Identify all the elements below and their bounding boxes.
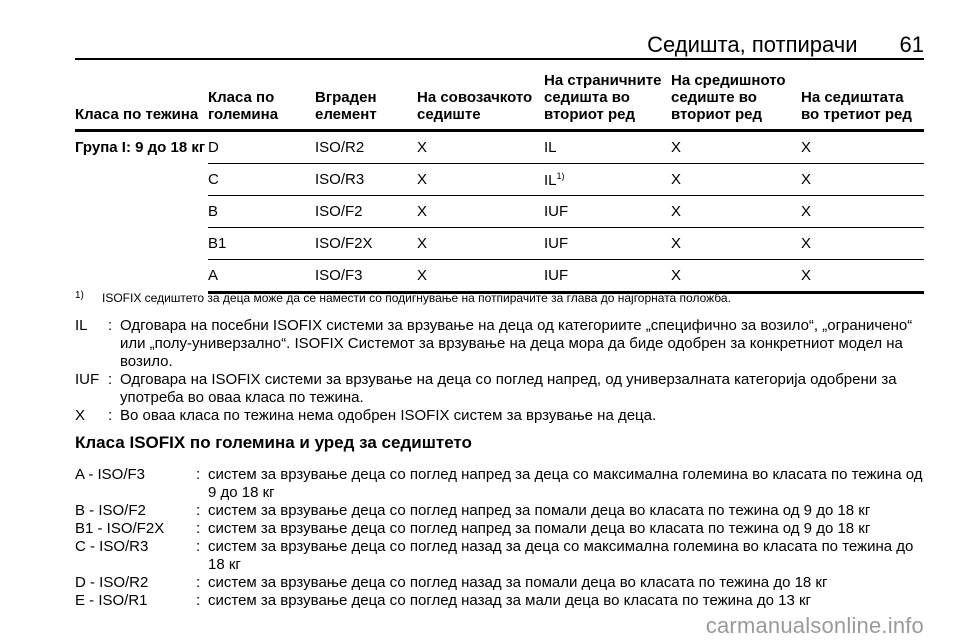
- size-class-colon: :: [196, 592, 201, 609]
- fixture-cell: ISO/F2X: [315, 228, 417, 260]
- front-seat-cell: X: [417, 260, 544, 293]
- size-class-item: [75, 592, 924, 610]
- table-header-row: [75, 72, 924, 131]
- legend-colon: :: [108, 407, 113, 424]
- group-label: Група I: 9 до 18 кг: [75, 139, 206, 156]
- outer-seat-cell: IL: [544, 131, 671, 164]
- third-row-cell: X: [801, 260, 924, 293]
- legend-colon: :: [108, 371, 113, 388]
- third-row-cell: X: [801, 164, 924, 196]
- legend-term: X: [75, 407, 86, 424]
- footnote-text: ISOFIX седиштето за деца може да се намести со подигнување на потпирачите за глава до најгорната положба.: [102, 291, 731, 305]
- front-seat-cell: X: [417, 131, 544, 164]
- size-class-colon: :: [196, 520, 201, 537]
- size-class-colon: :: [196, 538, 201, 555]
- size-class-term: B - ISO/F2: [75, 502, 146, 519]
- fixture-cell: ISO/F2: [315, 196, 417, 228]
- size-class-item: [75, 538, 924, 574]
- col-header-weight-class: Класа по тежина: [75, 72, 208, 131]
- section-heading: Класа ISOFIX по големина и уред за седиштето: [75, 433, 472, 452]
- front-seat-cell: X: [417, 228, 544, 260]
- middle-seat-cell: X: [671, 131, 801, 164]
- size-class-text: систем за врзување деца со поглед назад за помали деца во класата по тежина до 18 кг: [208, 574, 828, 591]
- size-class-cell: C: [208, 164, 315, 196]
- size-class-term: A - ISO/F3: [75, 466, 146, 483]
- footnote-mark: 1): [75, 290, 84, 301]
- legend-item: [75, 407, 924, 425]
- legend-text: Одговара на ISOFIX системи за врзување на деца со поглед напред, од универзалната категорија одобрени за употреба во оваа класа по тежина.: [120, 371, 897, 406]
- legend-term: IL: [75, 317, 88, 334]
- size-class-text: систем за врзување деца со поглед напред за помали деца во класата по тежина од 9 до 18 кг: [208, 502, 871, 519]
- front-seat-cell: X: [417, 164, 544, 196]
- page-title: Седишта, потпирачи: [647, 32, 858, 57]
- size-class-item: [75, 466, 924, 502]
- outer-seat-cell: IUF: [544, 260, 671, 293]
- col-header-fixture: Вграден елемент: [315, 72, 417, 131]
- outer-seat-cell: IL$^{1)}$: [544, 164, 671, 196]
- footnote-ref: 1): [556, 170, 565, 181]
- size-class-text: систем за врзување деца со поглед напред за помали деца во класата по тежина од 9 до 18 кг: [208, 520, 871, 537]
- watermark: carmanualsonline.info: [705, 613, 924, 638]
- middle-seat-cell: X: [671, 228, 801, 260]
- page-header: [75, 30, 924, 60]
- col-header-second-row-middle: На средишното седиште во вториот ред: [671, 72, 801, 131]
- size-class-cell: B: [208, 196, 315, 228]
- middle-seat-cell: X: [671, 196, 801, 228]
- size-class-item: [75, 502, 924, 520]
- page-number: 61: [899, 32, 924, 57]
- middle-seat-cell: X: [671, 260, 801, 293]
- fixture-cell: ISO/R3: [315, 164, 417, 196]
- size-class-cell: B1: [208, 228, 315, 260]
- size-class-list: [75, 466, 924, 610]
- size-class-term: D - ISO/R2: [75, 574, 149, 591]
- outer-seat-cell: IUF: [544, 196, 671, 228]
- legend-text: Во оваа класа по тежина нема одобрен ISOFIX систем за врзување на деца.: [120, 407, 657, 424]
- fixture-cell: ISO/F3: [315, 260, 417, 293]
- middle-seat-cell: X: [671, 164, 801, 196]
- isofix-table: [75, 72, 924, 294]
- size-class-text: систем за врзување деца со поглед назад за деца со максимална големина во класата по тежина до 18 кг: [208, 538, 914, 573]
- size-class-item: [75, 574, 924, 592]
- size-class-term: E - ISO/R1: [75, 592, 148, 609]
- abbreviation-legend: [75, 317, 924, 425]
- table-row: [75, 131, 924, 164]
- legend-item: [75, 317, 924, 371]
- size-class-text: систем за врзување деца со поглед назад за мали деца во класата по тежина до 13 кг: [208, 592, 812, 609]
- col-header-second-row-outer: На страничните седишта во вториот ред: [544, 72, 671, 131]
- header-divider: [75, 58, 924, 60]
- size-class-colon: :: [196, 466, 201, 483]
- size-class-colon: :: [196, 502, 201, 519]
- size-class-cell: A: [208, 260, 315, 293]
- fixture-cell: ISO/R2: [315, 131, 417, 164]
- col-header-front-passenger: На совозачкото седиште: [417, 72, 544, 131]
- size-class-cell: D: [208, 131, 315, 164]
- size-class-item: [75, 520, 924, 538]
- table-footnote: [75, 290, 924, 305]
- legend-item: [75, 371, 924, 407]
- size-class-term: B1 - ISO/F2X: [75, 520, 165, 537]
- legend-term: IUF: [75, 371, 100, 388]
- col-header-size-class: Класа по големина: [208, 72, 315, 131]
- third-row-cell: X: [801, 196, 924, 228]
- size-class-colon: :: [196, 574, 201, 591]
- size-class-text: систем за врзување деца со поглед напред за деца со максимална големина во класата по тежина од 9 до 18 кг: [208, 466, 923, 501]
- front-seat-cell: X: [417, 196, 544, 228]
- third-row-cell: X: [801, 131, 924, 164]
- third-row-cell: X: [801, 228, 924, 260]
- size-class-term: C - ISO/R3: [75, 538, 149, 555]
- legend-colon: :: [108, 317, 113, 334]
- outer-seat-cell: IUF: [544, 228, 671, 260]
- col-header-third-row: На седиштата во третиот ред: [801, 72, 924, 131]
- legend-text: Одговара на посебни ISOFIX системи за врзување на деца од категориите „специфично за возило“, „ограничено“ или „полу-универзално“. ISOFIX Системот за врзување на деца мора да биде одобрен за конкретниот модел на возило.: [120, 317, 913, 370]
